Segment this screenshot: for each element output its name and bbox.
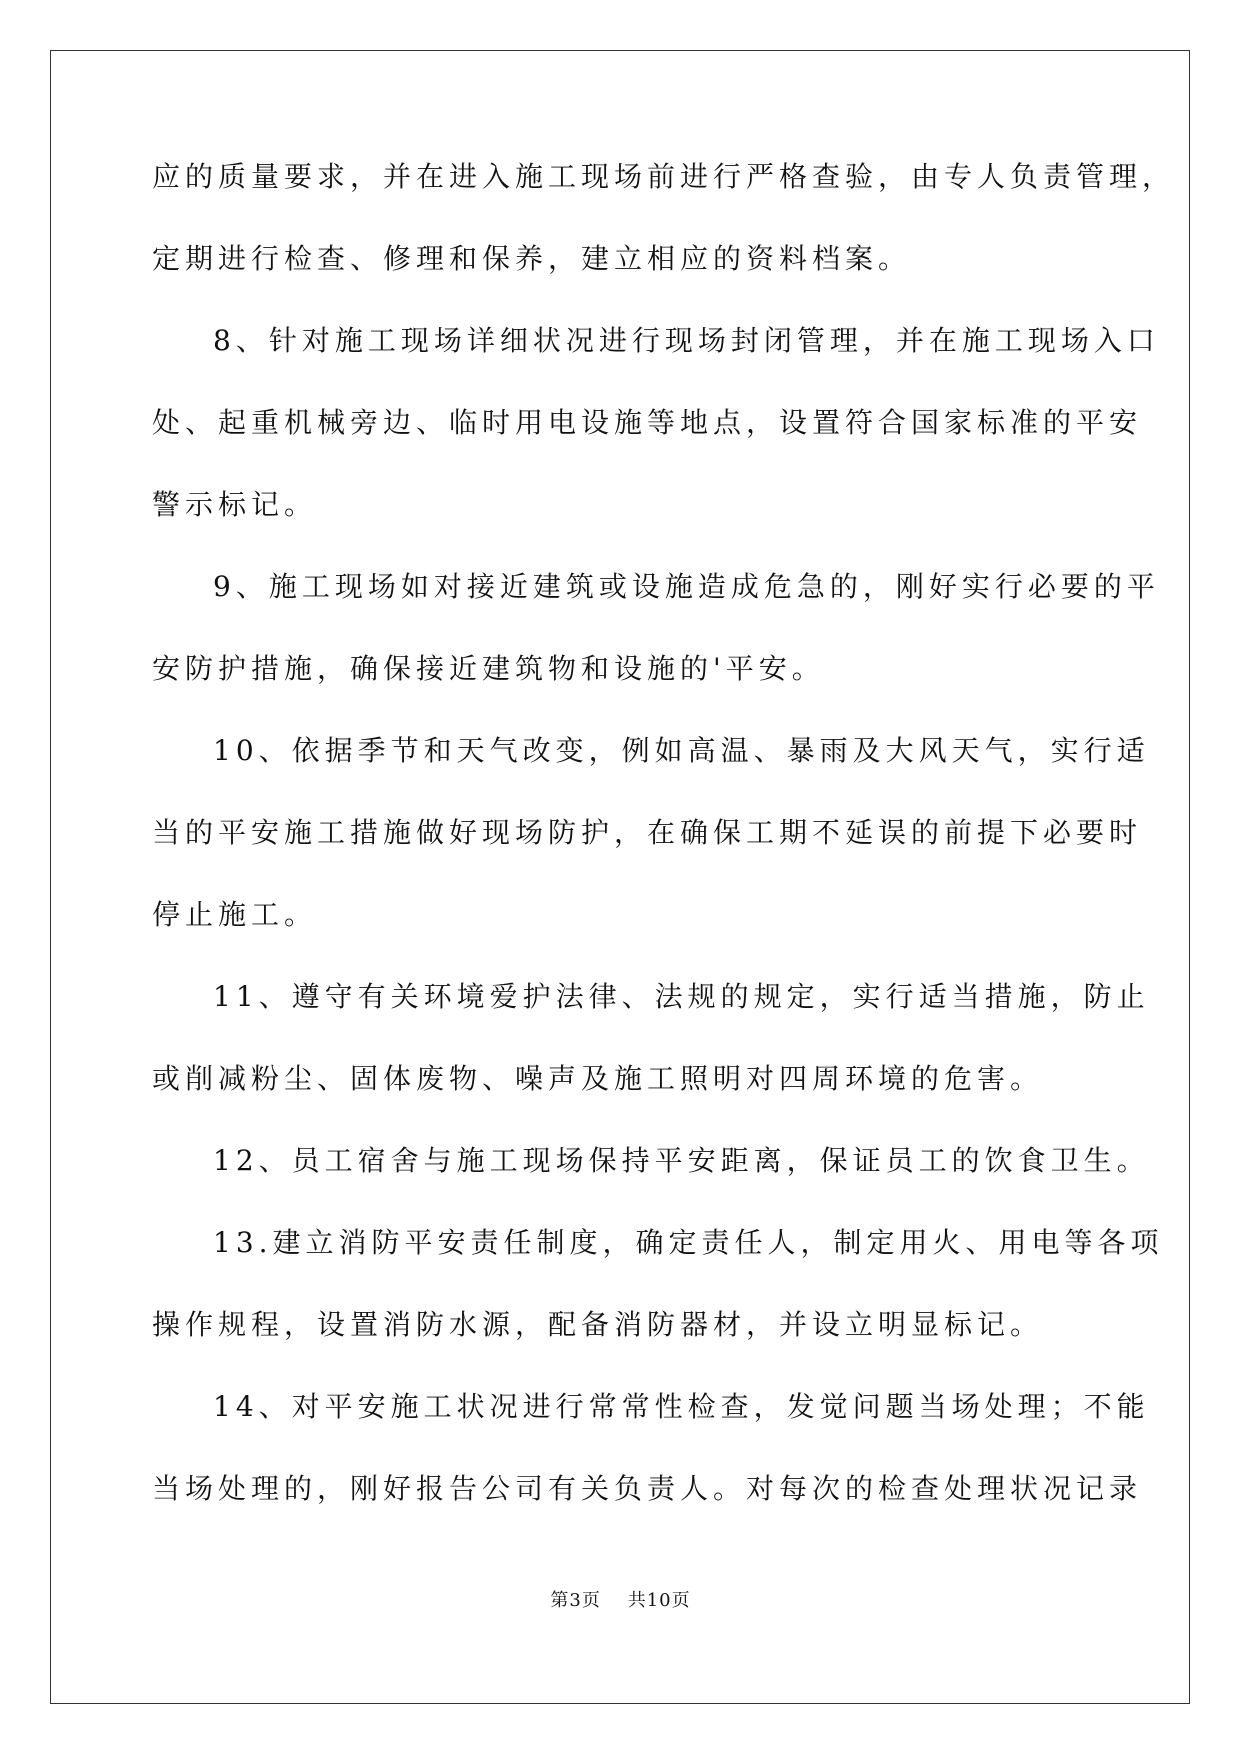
text-line: 当的平安施工措施做好现场防护，在确保工期不延误的前提下必要时: [152, 816, 1143, 849]
document-body: [152, 160, 1176, 1557]
text-line: 处、起重机械旁边、临时用电设施等地点，设置符合国家标准的平安: [152, 406, 1143, 439]
text-line: 当场处理的，刚好报告公司有关负责人。对每次的检查处理状况记录: [152, 1472, 1143, 1505]
text-line: 14、对平安施工状况进行常常性检查，发觉问题当场处理；不能: [213, 1390, 1150, 1423]
text-line: 操作规程，设置消防水源，配备消防器材，并设立明显标记。: [152, 1308, 1044, 1341]
text-line: 安防护措施，确保接近建筑物和设施的'平安。: [152, 652, 825, 685]
text-line: 8、针对施工现场详细状况进行现场封闭管理，并在施工现场入口: [213, 324, 1160, 357]
text-line: 13.建立消防平安责任制度，确定责任人，制定用火、用电等各项: [213, 1226, 1164, 1259]
text-line: 12、员工宿舍与施工现场保持平安距离，保证员工的饮食卫生。: [213, 1144, 1150, 1177]
text-line: 停止施工。: [152, 898, 318, 931]
page-footer: [0, 1586, 1241, 1612]
text-line: 11、遵守有关环境爱护法律、法规的规定，实行适当措施，防止: [213, 980, 1150, 1013]
text-line: 9、施工现场如对接近建筑或设施造成危急的，刚好实行必要的平: [213, 570, 1160, 603]
text-line: 定期进行检查、修理和保养，建立相应的资料档案。: [152, 242, 912, 275]
page-number: 第3页: [550, 1590, 601, 1611]
text-line: 应的质量要求，并在进入施工现场前进行严格查验，由专人负责管理，: [152, 160, 1176, 193]
text-line: 或削减粉尘、固体废物、噪声及施工照明对四周环境的危害。: [152, 1062, 1044, 1095]
text-line: 10、依据季节和天气改变，例如高温、暴雨及大风天气，实行适: [213, 734, 1150, 767]
page-total: 共10页: [627, 1590, 691, 1611]
text-line: 警示标记。: [152, 488, 318, 521]
